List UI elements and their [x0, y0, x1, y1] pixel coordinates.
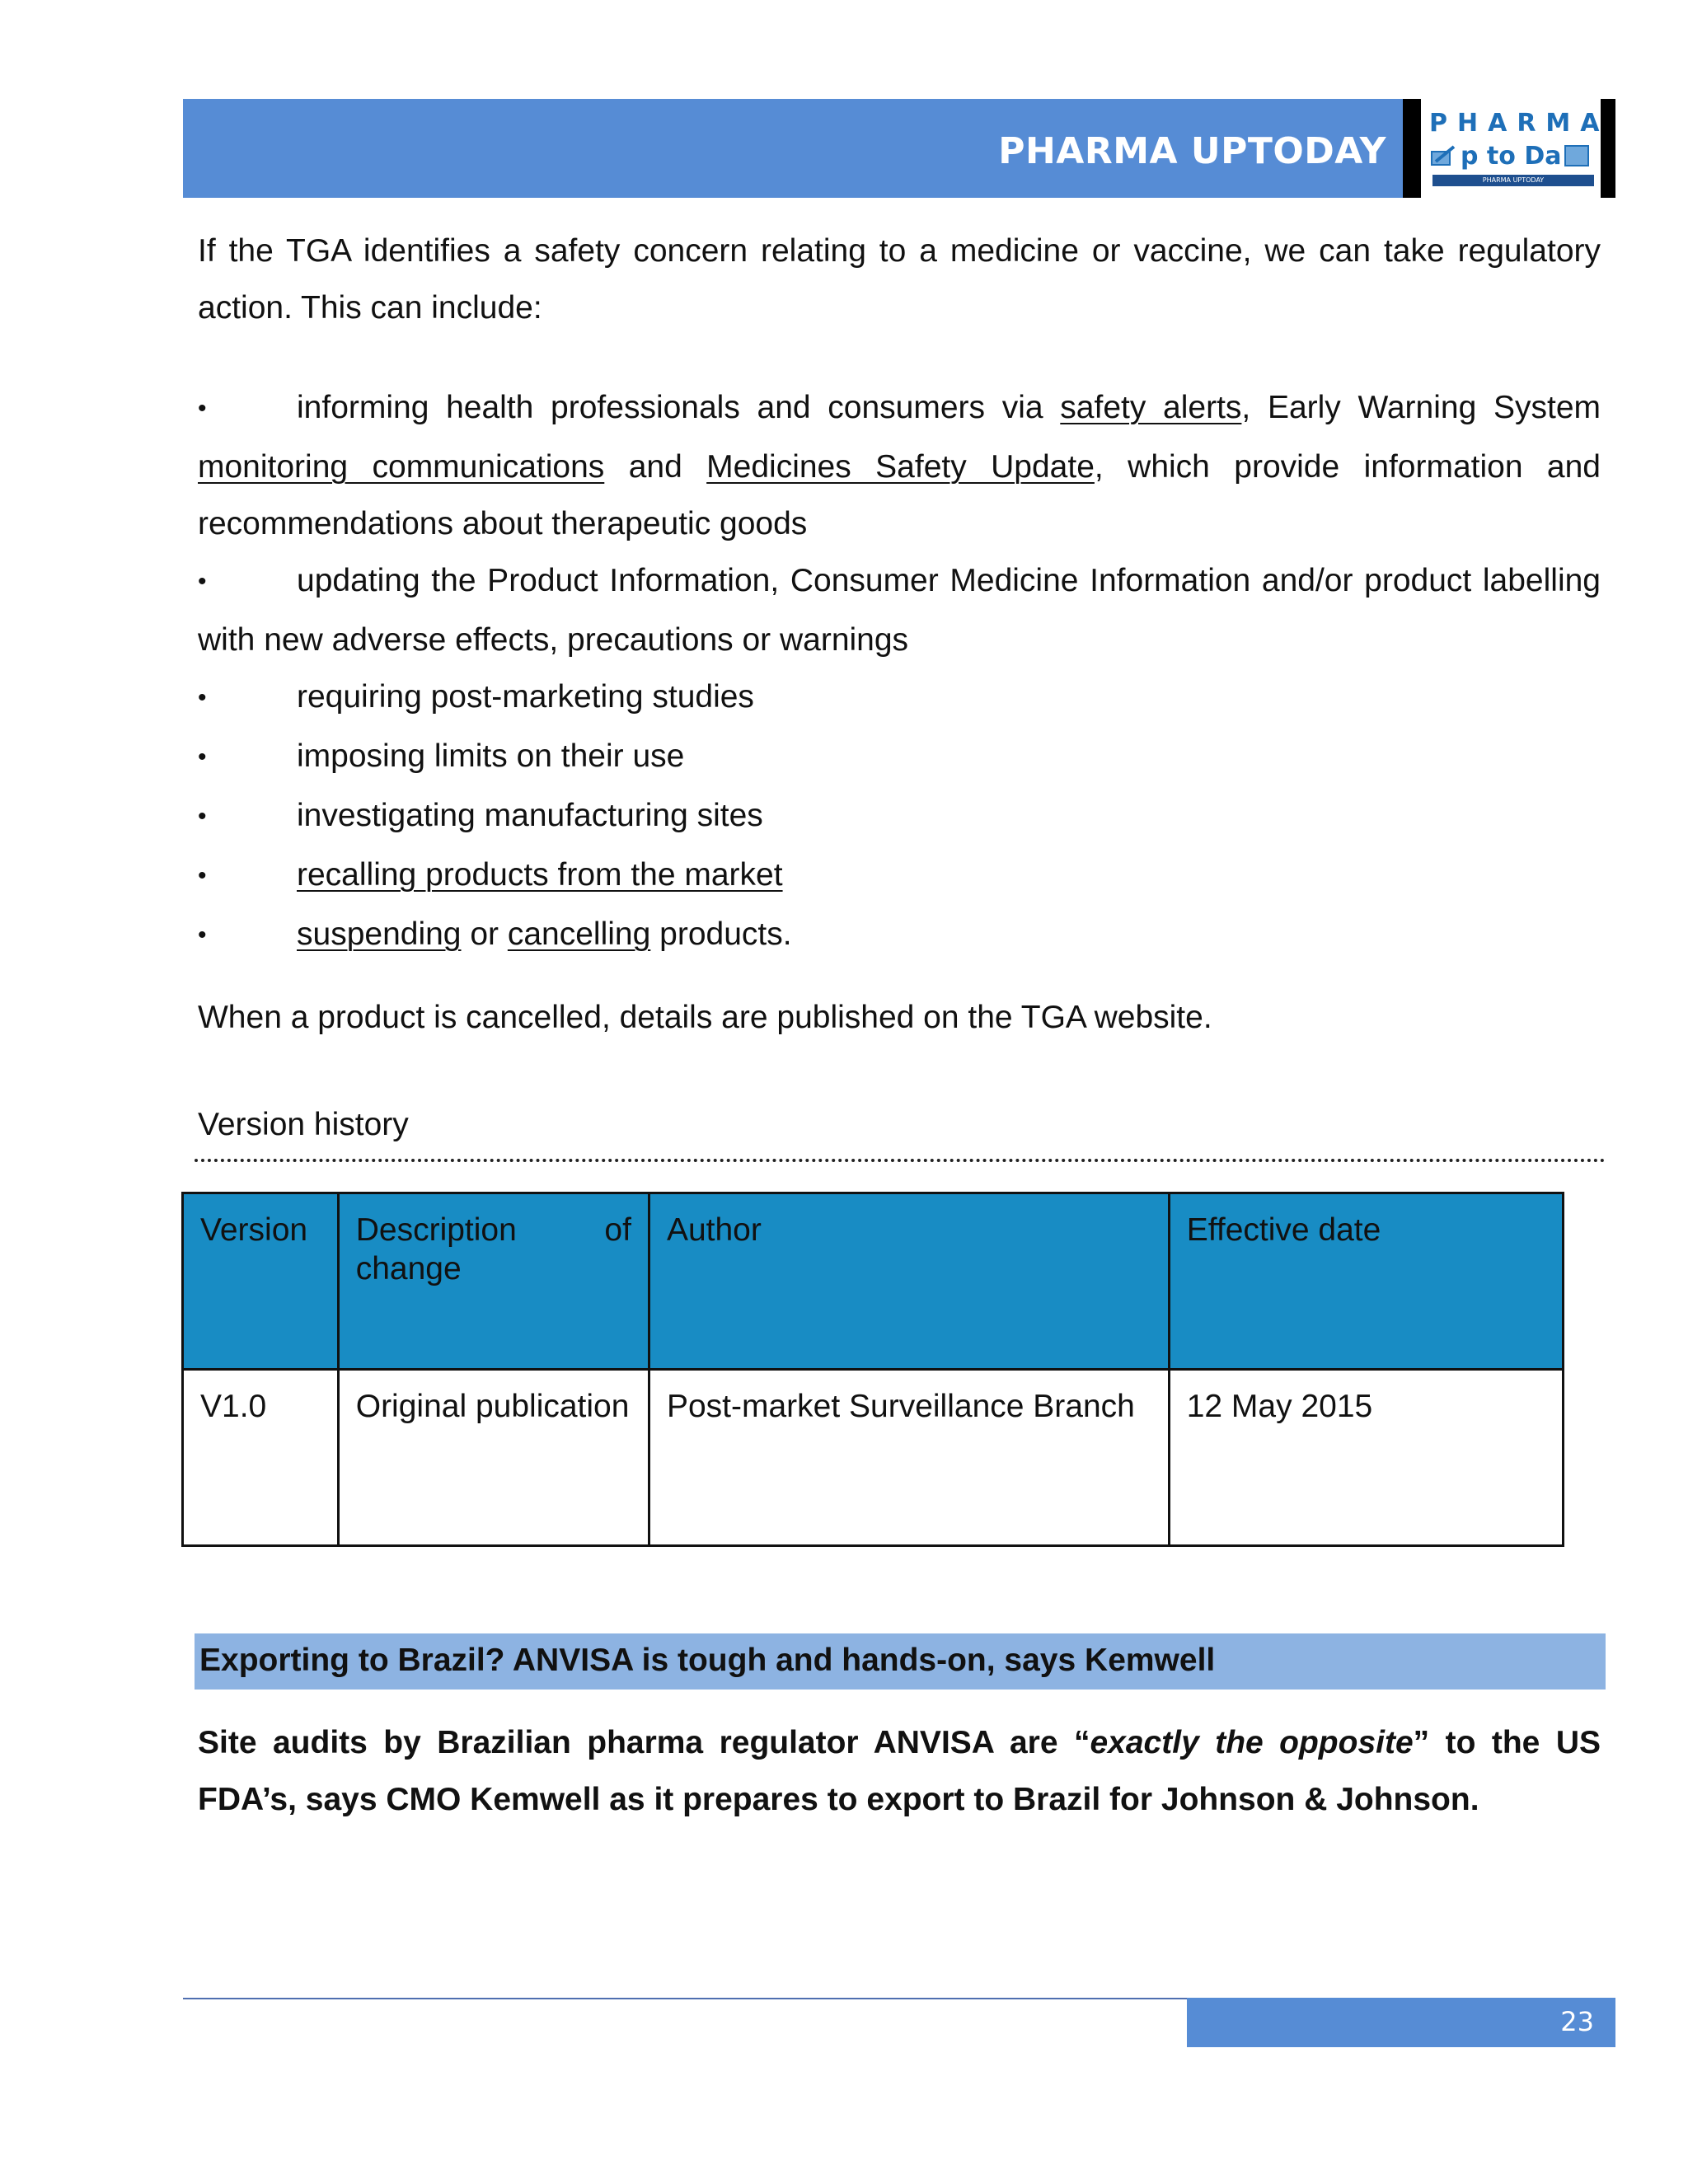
- safety-alerts-link[interactable]: safety alerts: [1060, 390, 1242, 425]
- cell-date: 12 May 2015: [1169, 1370, 1563, 1546]
- logo-line2: [1431, 140, 1596, 171]
- list-item: •updating the Product Information, Consumer Medicine Information and/or product labelling with new adverse effects, precautions or warnings: [198, 552, 1601, 668]
- emphasis-text: exactly the opposite: [1090, 1725, 1414, 1760]
- logo-line1: PHARMA: [1429, 109, 1610, 138]
- pharma-uptoday-logo: [1403, 99, 1615, 198]
- bullet-icon: [198, 787, 297, 846]
- bullet-icon: [198, 379, 297, 438]
- list-item: •informing health professionals and consumers via safety alerts, Early Warning System monitoring communications and Medicines Safety Update, which provide information and recommendations about therapeutic goods: [198, 379, 1601, 552]
- intro-paragraph: If the TGA identifies a safety concern relating to a medicine or vaccine, we can take regulatory action. This can include:: [198, 233, 1601, 326]
- logo-line2-text: p to Da: [1461, 141, 1562, 171]
- footer-page-box: [1187, 1998, 1615, 2047]
- bullet-icon: [198, 846, 297, 906]
- article-title-bar: [195, 1633, 1606, 1690]
- page-number: 23: [1560, 2006, 1594, 2037]
- suspending-link[interactable]: suspending: [297, 916, 462, 952]
- list-item: •investigating manufacturing sites: [198, 787, 1601, 846]
- table-header-row: [183, 1193, 1564, 1370]
- header-band: [183, 99, 1403, 198]
- list-item: •suspending or cancelling products.: [198, 906, 1601, 965]
- recalling-products-link[interactable]: recalling products from the market: [297, 857, 783, 893]
- bullet-icon: [198, 552, 297, 612]
- article-title: Exporting to Brazil? ANVISA is tough and hands-on, says Kemwell: [199, 1643, 1216, 1678]
- cell-author: Post-market Surveillance Branch: [649, 1370, 1169, 1546]
- header-version: Version: [183, 1193, 339, 1370]
- bullet-icon: [198, 906, 297, 965]
- version-history-label: Version history: [198, 1107, 409, 1142]
- bullet-icon: [198, 728, 297, 787]
- header-description: Description of change: [338, 1193, 649, 1370]
- header-title: PHARMA UPTODAY: [998, 130, 1386, 172]
- header-author: Author: [649, 1193, 1169, 1370]
- cell-version: V1.0: [183, 1370, 339, 1546]
- regulatory-actions-list: [198, 379, 1601, 965]
- calendar-icon: [1564, 145, 1589, 166]
- cell-description: Original publication: [338, 1370, 649, 1546]
- cancelling-link[interactable]: cancelling: [507, 916, 651, 952]
- dotted-divider: [195, 1159, 1606, 1162]
- header-effective-date: Effective date: [1169, 1193, 1563, 1370]
- monitoring-communications-link[interactable]: monitoring communications: [198, 449, 605, 485]
- cancel-note: When a product is cancelled, details are published on the TGA website.: [198, 1000, 1212, 1035]
- list-item: [198, 846, 1601, 906]
- version-history-table: [181, 1192, 1564, 1547]
- pen-icon: [1431, 145, 1456, 166]
- article-lead: Site audits by Brazilian pharma regulator ANVISA are “exactly the opposite” to the US FDA’s, says CMO Kemwell as it prepares to export to Brazil for Johnson & Johnson.: [198, 1725, 1601, 1817]
- medicines-safety-update-link[interactable]: Medicines Safety Update: [706, 449, 1095, 485]
- list-item: •imposing limits on their use: [198, 728, 1601, 787]
- table-row: [183, 1370, 1564, 1546]
- list-item: •requiring post-marketing studies: [198, 668, 1601, 728]
- logo-tagline: PHARMA UPTODAY: [1432, 175, 1594, 186]
- footer-rule: [183, 1998, 1187, 1999]
- bullet-icon: [198, 668, 297, 728]
